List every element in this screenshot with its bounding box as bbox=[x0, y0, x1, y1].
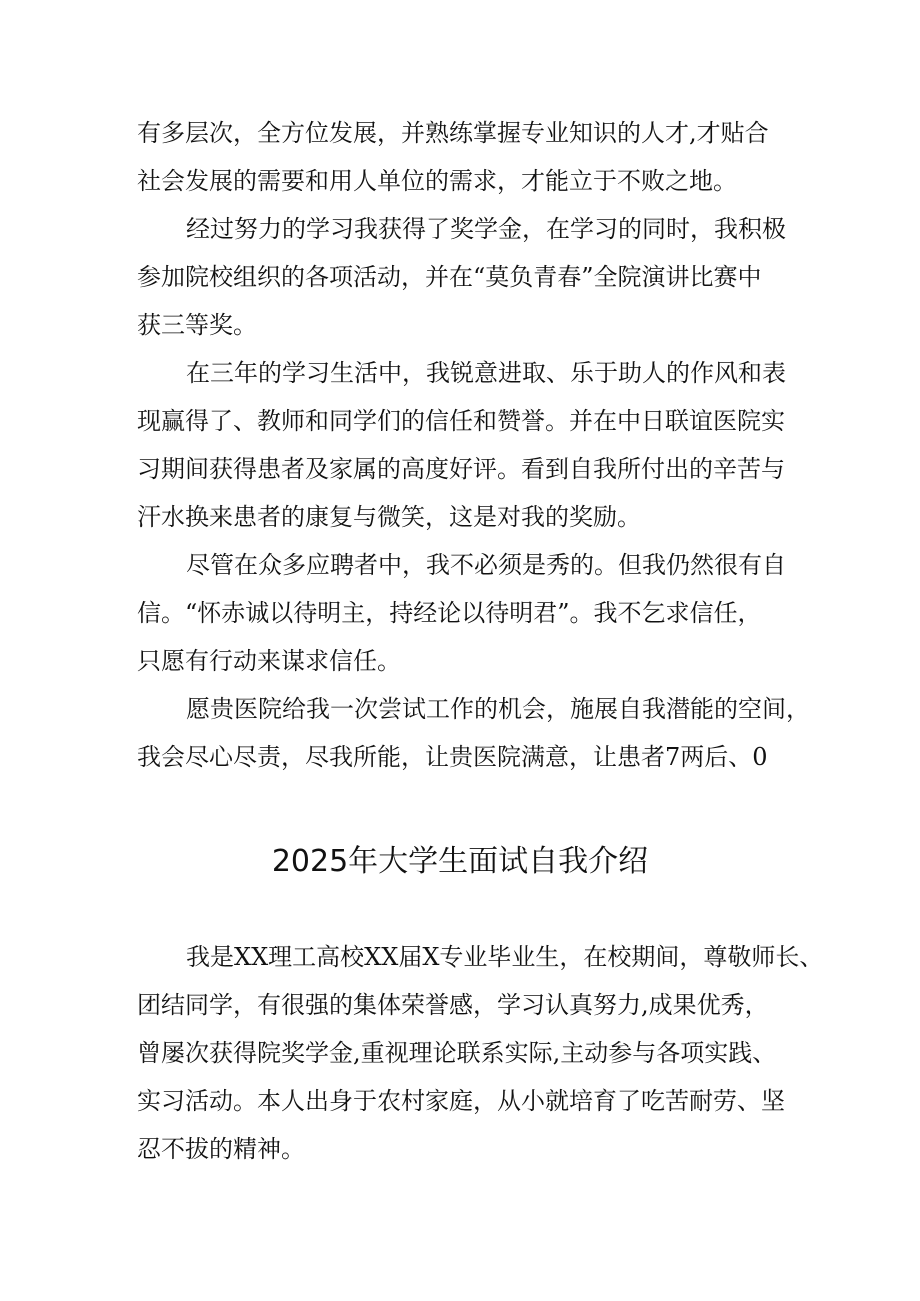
paragraph-line: 我会尽心尽责，尽我所能，让贵医院满意，让患者7两后、0 bbox=[137, 743, 768, 771]
paragraph-line: 团结同学，有很强的集体荣誉感，学习认真努力,成果优秀， bbox=[137, 991, 769, 1019]
paragraph-line: 参加院校组织的各项活动，并在“莫负青春”全院演讲比赛中 bbox=[137, 263, 762, 291]
paragraph-line: 只愿有行动来谋求信任。 bbox=[137, 647, 401, 675]
paragraph-line: 我是XX理工高校XX届X专业毕业生，在校期间，尊敬师长、 bbox=[186, 943, 824, 971]
paragraph-line: 曾屡次获得院奖学金,重视理论联系实际,主动参与各项实践、 bbox=[137, 1039, 777, 1067]
paragraph-line: 获三等奖。 bbox=[137, 311, 257, 339]
paragraph-line: 汗水换来患者的康复与微笑，这是对我的奖励。 bbox=[137, 503, 641, 531]
page-title: 2025年大学生面试自我介绍 bbox=[271, 844, 649, 879]
paragraph-line: 经过努力的学习我获得了奖学金，在学习的同时，我积极 bbox=[186, 215, 786, 243]
paragraph-line: 有多层次，全方位发展，并熟练掌握专业知识的人才,才贴合 bbox=[137, 119, 769, 147]
paragraph-line: 尽管在众多应聘者中，我不必须是秀的。但我仍然很有自 bbox=[186, 551, 786, 579]
paragraph-line: 愿贵医院给我一次尝试工作的机会，施展自我潜能的空间， bbox=[186, 695, 810, 723]
paragraph-line: 习期间获得患者及家属的高度好评。看到自我所付出的辛苦与 bbox=[137, 455, 785, 483]
paragraph-line: 实习活动。本人出身于农村家庭，从小就培育了吃苦耐劳、坚 bbox=[137, 1087, 785, 1115]
paragraph-line: 社会发展的需要和用人单位的需求，才能立于不败之地。 bbox=[137, 167, 737, 195]
paragraph-line: 在三年的学习生活中，我锐意进取、乐于助人的作风和表 bbox=[186, 359, 786, 387]
paragraph-line: 忍不拔的精神。 bbox=[137, 1135, 305, 1163]
paragraph-line: 现赢得了、教师和同学们的信任和赞誉。并在中日联谊医院实 bbox=[137, 407, 785, 435]
paragraph-line: 信。“怀赤诚以待明主，持经论以待明君”。我不乞求信任， bbox=[137, 599, 762, 627]
